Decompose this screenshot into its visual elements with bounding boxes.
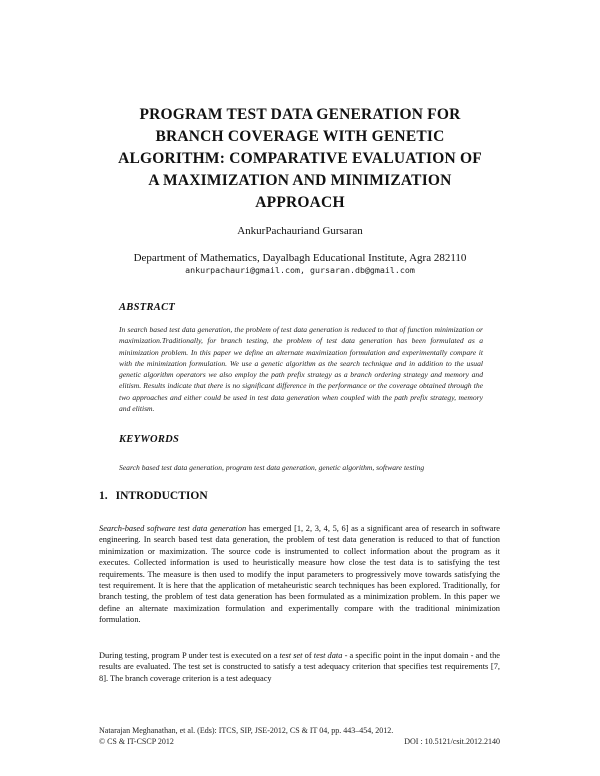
footer-doi: DOI : 10.5121/csit.2012.2140: [404, 737, 500, 746]
abstract-text: In search based test data generation, the problem of test data generation is reduced to that of function minimization or maximization.Traditionally, for branch testing, the problem of test data generation has been formulated as a minimization problem. In this paper we define an alternate maximization formulation and experimentally compare it with the minimization formulation. We use a genetic algorithm as the search technique and in addition to the usual genetic algorithm operators we also employ the path prefix strategy as a branch ordering strategy and memory and elitism. Results indicate that there is no significant difference in the performance or the coverage obtained through the two approaches and either could be used in test data generation when coupled with the path prefix strategy, memory and elitism.: [119, 325, 483, 414]
intro-paragraph-1: [99, 523, 500, 626]
paper-title: [110, 104, 490, 214]
section-title: INTRODUCTION: [115, 490, 208, 502]
section-heading-introduction: [99, 490, 208, 502]
intro-paragraph-2-italic-test-data: test data: [313, 651, 343, 660]
keywords-heading: KEYWORDS: [119, 434, 180, 445]
title-line-5: APPROACH: [255, 194, 345, 211]
title-line-2: BRANCH COVERAGE WITH GENETIC: [155, 128, 445, 145]
title-line-1: PROGRAM TEST DATA GENERATION FOR: [139, 106, 461, 123]
abstract-heading: ABSTRACT: [119, 302, 176, 313]
intro-paragraph-1-text: has emerged [1, 2, 3, 4, 5, 6] as a significant area of research in software engineering. In search based test data generation, the problem of test data generation is reduced to that of function minimization or maximization. The source code is instrumented to collect information about the program as it executes. Collected information is used to heuristically measure how close the test data is to satisfying the test requirements. The measure is then used to modify the input parameters to progressively move towards satisfying the test requirement. It is here that the application of metaheuristic search techniques has been explored. Traditionally, for branch testing, the problem of test data generation has been formulated as a minimization problem. In this paper we define an alternate maximization formulation and experimentally compare with the traditional minimization formulation.: [99, 524, 500, 625]
intro-paragraph-2-text-c: - a specific point in the input domain - and the results are evaluated. The test set is constructed to satisfy a test adequacy criterion that specifies test requirements [7, 8]. The branch coverage criterion is a test adequacy: [99, 651, 500, 683]
keywords-text: Search based test data generation, program test data generation, genetic algorithm, software testing: [119, 463, 425, 472]
title-line-3: ALGORITHM: COMPARATIVE EVALUATION OF: [118, 150, 482, 167]
affiliation: Department of Mathematics, Dayalbagh Educational Institute, Agra 282110: [133, 252, 467, 264]
section-number: 1.: [99, 490, 108, 502]
authors: AnkurPachauriand Gursaran: [237, 225, 363, 237]
intro-paragraph-2: [99, 650, 500, 684]
intro-paragraph-1-italic: Search-based software test data generation: [99, 524, 247, 533]
title-line-4: A MAXIMIZATION AND MINIMIZATION: [148, 172, 452, 189]
author-emails: ankurpachauri@gmail.com, gursaran.db@gmail.com: [185, 265, 415, 275]
intro-paragraph-2-text-a: During testing, program P under test is executed on a: [99, 651, 280, 660]
footer-bottom-line: [99, 737, 500, 746]
footer-citation: Natarajan Meghanathan, et al. (Eds): ITCS, SIP, JSE-2012, CS & IT 04, pp. 443–454, 2012.: [99, 726, 394, 735]
intro-paragraph-2-text-b: of: [302, 651, 314, 660]
footer-copyright: © CS & IT-CSCP 2012: [99, 737, 174, 746]
intro-paragraph-2-italic-test-set: test set: [279, 651, 303, 660]
